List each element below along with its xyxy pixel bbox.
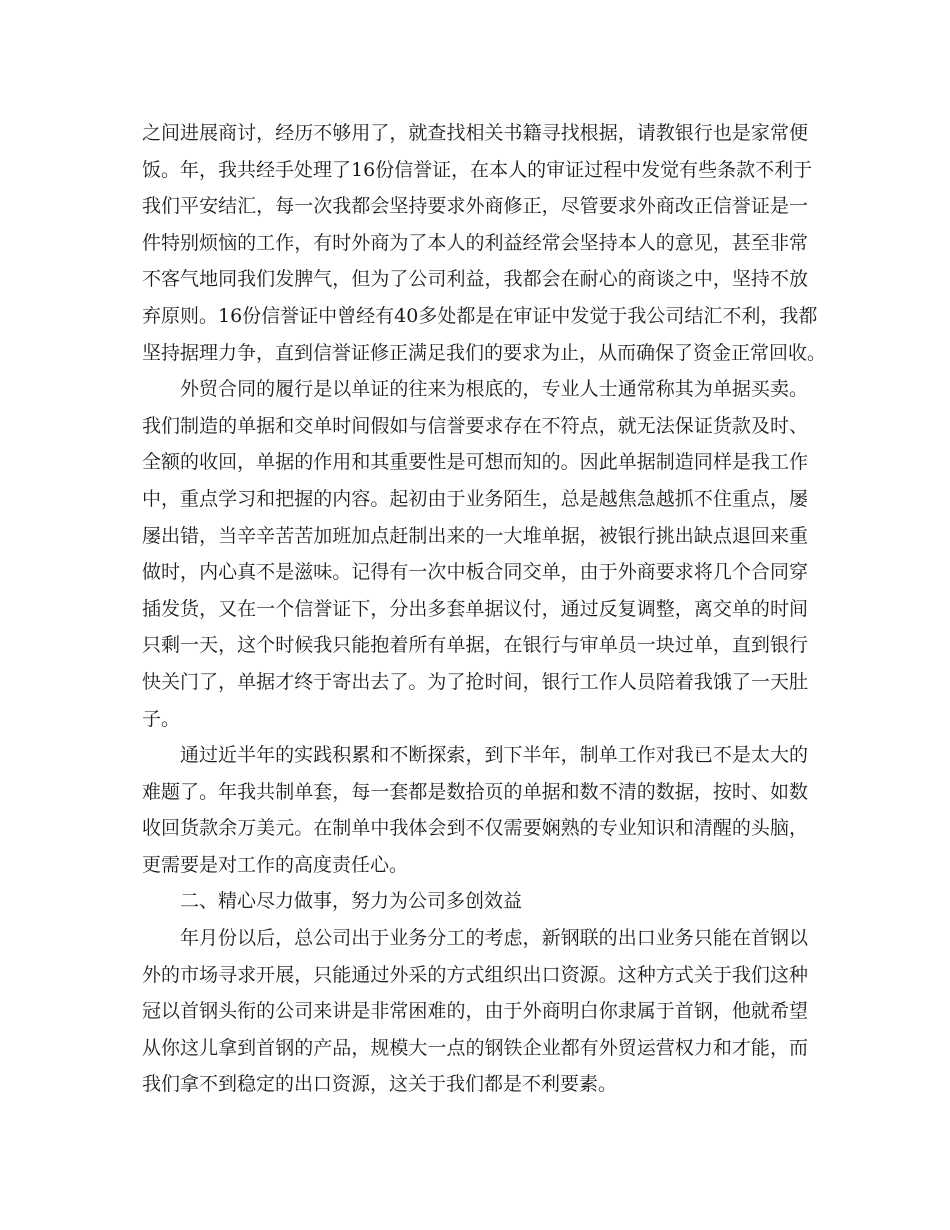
text-line: 难题了。年我共制单套，每一套都是数拾页的单据和数不清的数据，按时、如数 (142, 780, 808, 803)
paragraph (142, 371, 808, 737)
text-line: 做时，内心真不是滋味。记得有一次中板合同交单，由于外商要求将几个合同穿 (142, 561, 808, 584)
text-line: 我们拿不到稳定的出口资源，这关于我们都是不利要素。 (142, 1073, 618, 1096)
text-line: 件特别烦恼的工作，有时外商为了本人的利益经常会坚持本人的意见，甚至非常 (142, 231, 808, 254)
text-line: 通过近半年的实践积累和不断探索，到下半年，制单工作对我已不是太大的 (180, 744, 808, 767)
text-line: 弃原则。16份信誉证中曾经有40多处都是在审证中发觉于我公司结汇不利，我都 (142, 304, 818, 327)
text-line: 屡出错，当辛辛苦苦加班加点赶制出来的一大堆单据，被银行挑出缺点退回来重 (142, 524, 808, 547)
text-line: 坚持据理力争，直到信誉证修正满足我们的要求为止，从而确保了资金正常回收。 (142, 341, 827, 364)
paragraph (142, 737, 808, 883)
paragraph (142, 115, 827, 371)
text-line: 饭。年，我共经手处理了16份信誉证，在本人的审证过程中发觉有些条款不利于 (142, 158, 813, 181)
text-line: 二、精心尽力做事，努力为公司多创效益 (180, 890, 523, 913)
paragraph (142, 920, 808, 1103)
text-line: 外贸合同的履行是以单证的往来为根底的，专业人士通常称其为单据买卖。 (180, 378, 808, 401)
text-line: 只剩一天，这个时候我只能抱着所有单据，在银行与审单员一块过单，直到银行 (142, 634, 808, 657)
text-line: 年月份以后，总公司出于业务分工的考虑，新钢联的出口业务只能在首钢以 (180, 927, 808, 950)
text-line: 冠以首钢头衔的公司来讲是非常困难的，由于外商明白你隶属于首钢，他就希望 (142, 1000, 808, 1023)
text-line: 快关门了，单据才终于寄出去了。为了抢时间，银行工作人员陪着我饿了一天肚 (142, 670, 808, 693)
text-line: 收回货款余万美元。在制单中我体会到不仅需要娴熟的专业知识和清醒的头脑， (142, 817, 808, 840)
text-line: 之间进展商讨，经历不够用了，就查找相关书籍寻找根据，请教银行也是家常便 (142, 122, 808, 144)
text-line: 不客气地同我们发脾气，但为了公司利益，我都会在耐心的商谈之中，坚持不放 (142, 268, 808, 291)
text-line: 我们平安结汇，每一次我都会坚持要求外商修正，尽管要求外商改正信誉证是一 (142, 195, 808, 218)
text-line: 外的市场寻求开展，只能通过外采的方式组织出口资源。这种方式关于我们这种 (142, 963, 808, 986)
body-text (142, 115, 827, 1103)
text-line: 我们制造的单据和交单时间假如与信誉要求存在不符点，就无法保证货款及时、 (142, 414, 808, 437)
text-line: 从你这儿拿到首钢的产品，规模大一点的钢铁企业都有外贸运营权力和才能，而 (142, 1036, 808, 1059)
text-line: 中，重点学习和把握的内容。起初由于业务陌生，总是越焦急越抓不住重点，屡 (142, 487, 808, 510)
paragraph (142, 883, 808, 920)
text-line: 更需要是对工作的高度责任心。 (142, 853, 409, 876)
text-line: 全额的收回，单据的作用和其重要性是可想而知的。因此单据制造同样是我工作 (142, 451, 808, 474)
text-line: 插发货，又在一个信誉证下，分出多套单据议付，通过反复调整，离交单的时间 (142, 597, 808, 620)
text-line: 子。 (142, 707, 181, 730)
